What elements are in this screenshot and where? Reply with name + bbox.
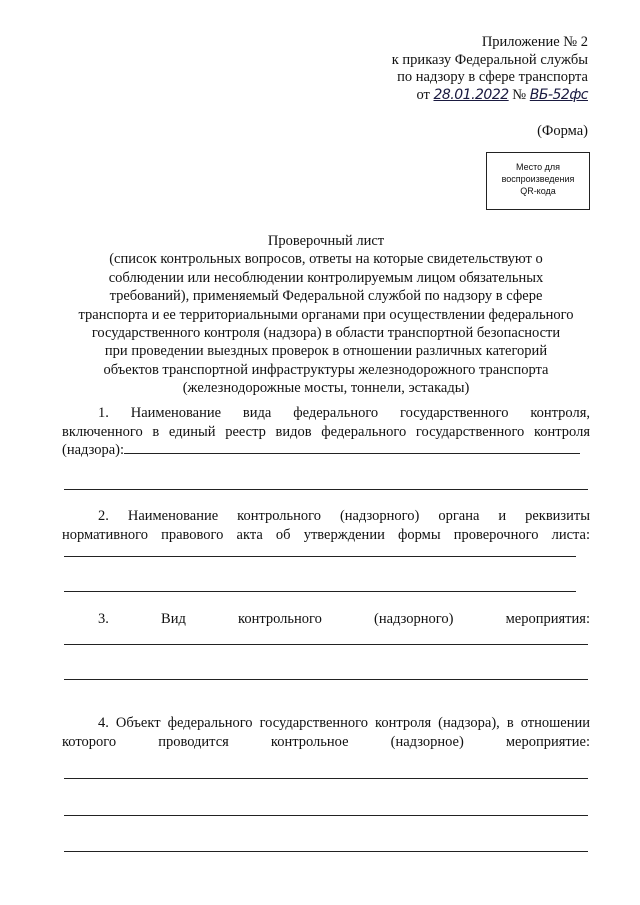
form-label: (Форма) [537, 123, 588, 139]
item-3-blank-line-1[interactable] [64, 644, 588, 645]
appendix-number: Приложение № 2 [481, 34, 588, 50]
item-1-line-3 [62, 441, 590, 460]
qr-box-line-1: Место для [515, 162, 560, 172]
item-4-blank-line-2[interactable] [64, 815, 588, 816]
item-3-blank-line-2[interactable] [64, 679, 588, 680]
order-reference-line: к приказу Федеральной службы [391, 51, 588, 68]
order-date-number-line [392, 87, 588, 105]
checklist-heading: Проверочный лист [267, 233, 385, 249]
item-3-word: Вид [161, 611, 186, 627]
item-4-line-1: 4. Объект федерального государственного контроля (надзора), в отношении [98, 715, 590, 731]
qr-box-line-3: QR-кода [520, 186, 556, 196]
title-line: объектов транспортной инфраструктуры железнодорожного транспорта [103, 361, 549, 378]
item-3-word: контрольного [238, 611, 322, 627]
title-line: транспорта и ее территориальными органами при осуществлении федерального [78, 306, 574, 323]
handwritten-date: 28.01.2022 [433, 86, 509, 103]
title-line: государственного контроля (надзора) в области транспортной безопасности [91, 325, 561, 342]
agency-line: по надзору в сфере транспорта [397, 69, 588, 85]
checklist-title-block [62, 232, 590, 398]
item-2-blank-line-2[interactable] [64, 591, 576, 592]
item-2 [62, 507, 590, 544]
item-4-blank-line-3[interactable] [64, 851, 588, 852]
title-line: при проведении выездных проверок в отношении различных категорий [104, 343, 548, 360]
item-4-line-2: которого проводится контрольное (надзорное) мероприятие: [62, 733, 590, 750]
title-line: (список контрольных вопросов, ответы на которые свидетельствуют о [109, 251, 543, 268]
ref-prefix: от [416, 86, 430, 103]
item-1-fill-line[interactable] [124, 441, 580, 454]
qr-box-line-2: воспроизведения [501, 174, 575, 184]
item-3-word: мероприятия: [505, 611, 590, 627]
number-sign: № [512, 86, 527, 103]
item-3 [62, 611, 590, 628]
item-3-number: 3. [98, 611, 109, 627]
title-line: (железнодорожные мосты, тоннели, эстакады) [182, 380, 470, 397]
appendix-header [392, 34, 588, 104]
item-2-line-2: нормативного правового акта об утверждении формы проверочного листа: [62, 526, 590, 543]
item-1-line-1: 1. Наименование вида федерального государственного контроля, [98, 405, 590, 421]
handwritten-order-number: ВБ-52фс [529, 86, 588, 103]
item-2-blank-line-1[interactable] [64, 556, 576, 557]
qr-code-placeholder [486, 152, 590, 210]
title-line: соблюдении или несоблюдении контролируемым лицом обязательных [108, 269, 544, 286]
item-1-line-2: включенного в единый реестр видов федерального государственного контроля [62, 423, 590, 440]
item-1-blank-line[interactable] [64, 489, 588, 490]
item-1-label: (надзора): [62, 442, 125, 458]
item-4 [62, 714, 590, 751]
item-4-blank-line-1[interactable] [64, 778, 588, 779]
item-2-line-1: 2. Наименование контрольного (надзорного) органа и реквизиты [98, 508, 590, 524]
title-line: требований), применяемый Федеральной службой по надзору в сфере [109, 288, 543, 305]
item-3-word: (надзорного) [374, 611, 454, 627]
item-1 [62, 404, 590, 460]
